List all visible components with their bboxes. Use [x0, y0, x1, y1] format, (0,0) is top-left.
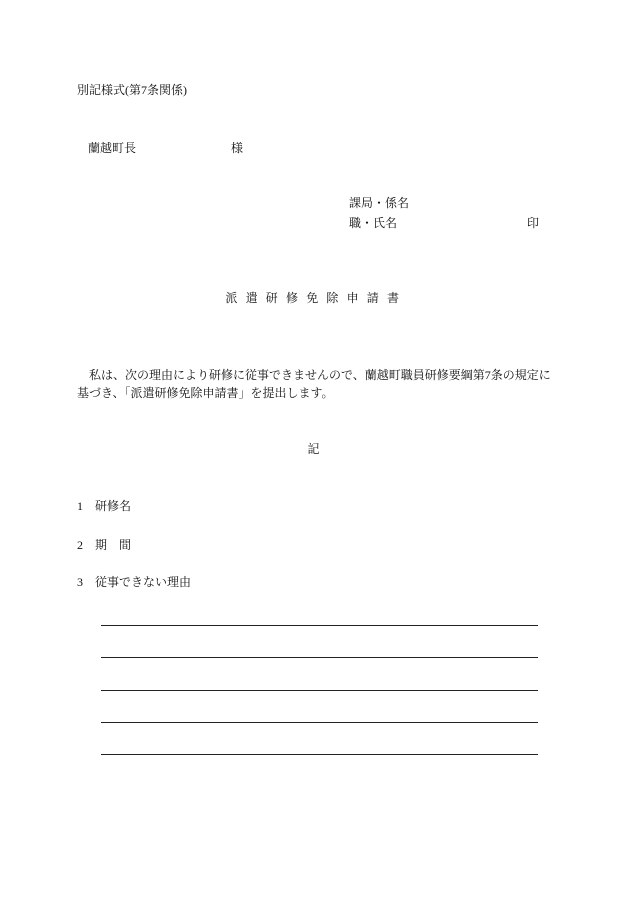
reason-blank-line: [101, 625, 538, 626]
item-label-reason: 従事できない理由: [95, 575, 192, 589]
addressee-honorific: 様: [231, 141, 244, 155]
reason-blank-line: [101, 657, 538, 658]
item-number: 3: [77, 575, 83, 589]
reason-blank-line: [101, 722, 538, 723]
body-text-line: 基づき、「派遣研修免除申請書」を提出します。: [77, 386, 334, 400]
form-style-label: 別記様式(第7条関係): [77, 83, 187, 97]
department-label: 課局・係名: [349, 196, 410, 210]
reason-blank-line: [101, 690, 538, 691]
reason-blank-line: [101, 754, 538, 755]
item-label-training-name: 研修名: [95, 499, 132, 513]
item-number: 2: [77, 538, 83, 552]
item-number: 1: [77, 499, 83, 513]
ki-heading: 記: [307, 442, 320, 456]
document-title: 派 遣 研 修 免 除 申 請 書: [225, 291, 402, 305]
seal-mark-label: 印: [527, 216, 540, 230]
item-label-period: 期 間: [95, 538, 132, 552]
body-text-line: 私は、次の理由により研修に従事できませんので、蘭越町職員研修要綱第7条の規定に: [89, 368, 551, 382]
addressee-name: 蘭越町長: [88, 141, 137, 155]
position-name-label: 職・氏名: [349, 216, 398, 230]
